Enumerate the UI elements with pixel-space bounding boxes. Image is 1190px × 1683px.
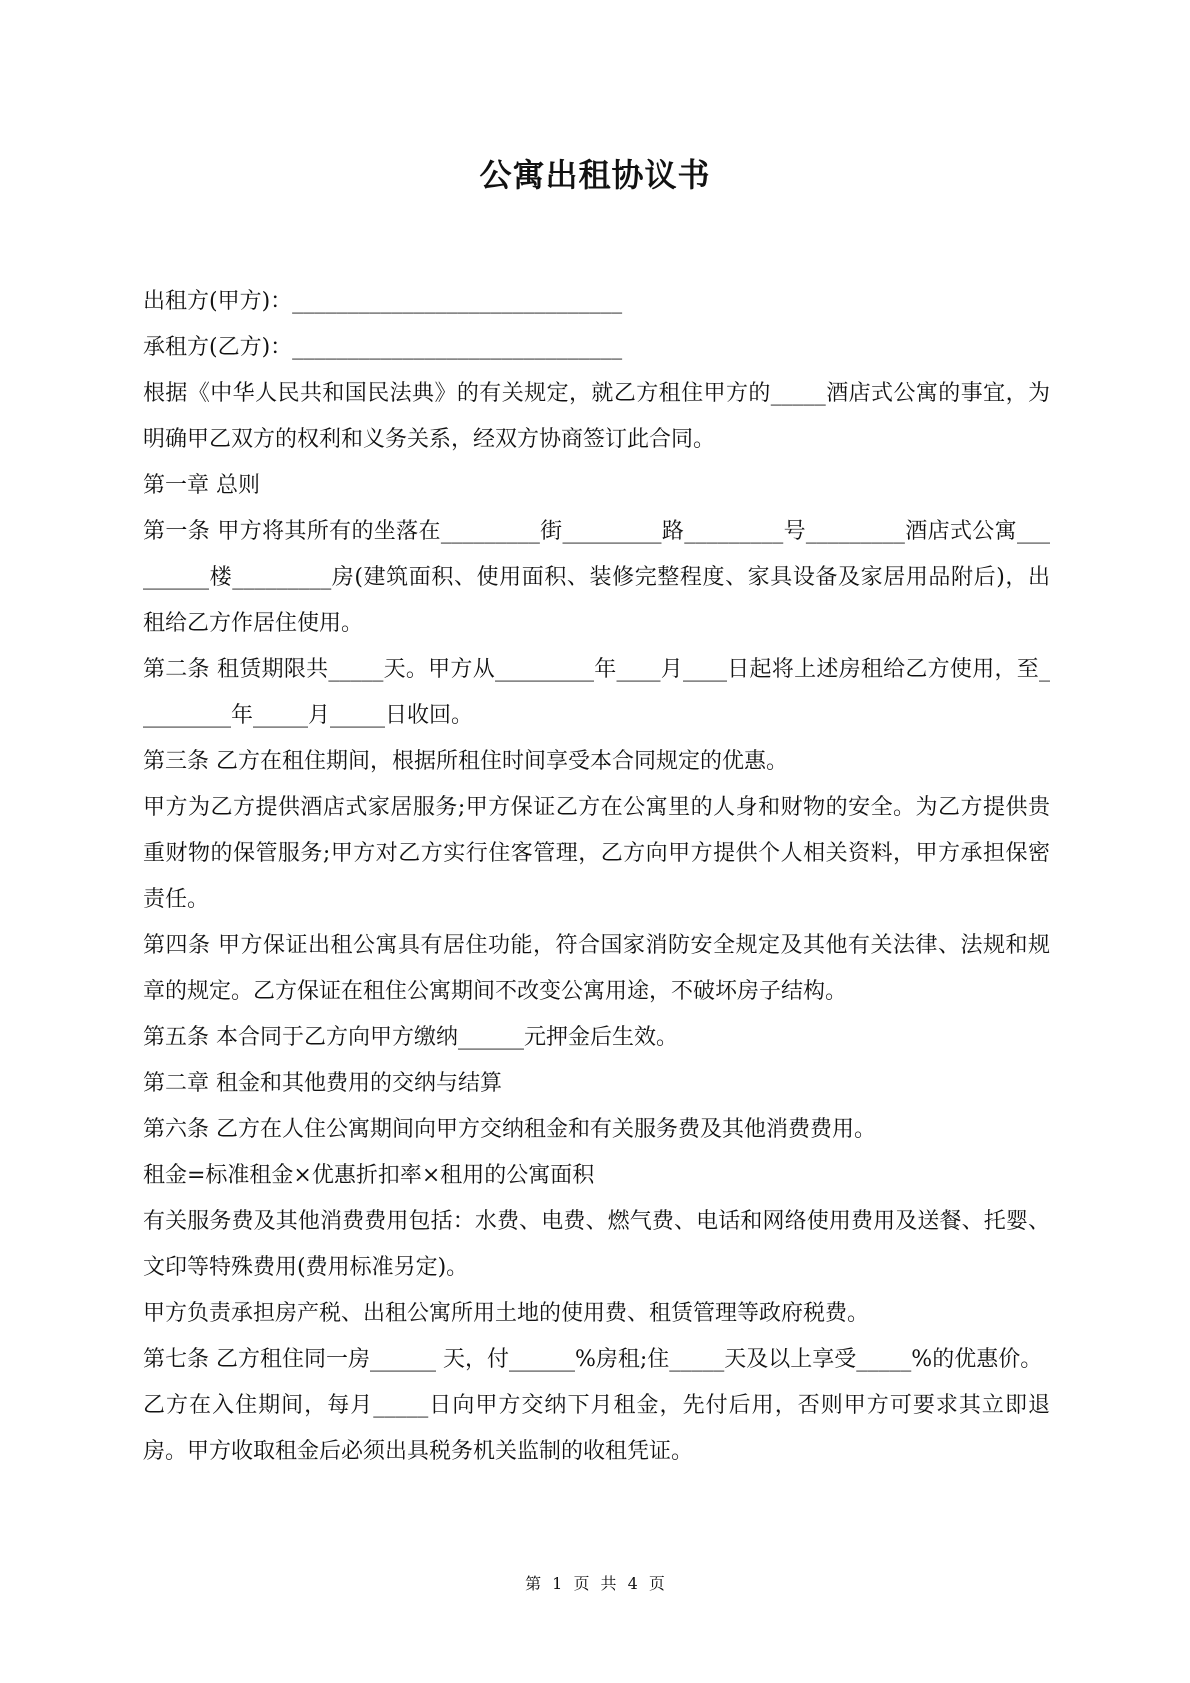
body-paragraph: 甲方负责承担房产税、出租公寓所用土地的使用费、租赁管理等政府税费。 [143, 1301, 870, 1326]
body-paragraph: 有关服务费及其他消费费用包括：水费、电费、燃气费、电话和网络使用费用及送餐、托婴、文印等特殊费用(费用标准另定)。 [143, 1209, 1050, 1280]
article-paragraph: 第三条 乙方在租住期间，根据所租住时间享受本合同规定的优惠。 [143, 749, 788, 774]
article-paragraph: 第五条 本合同于乙方向甲方缴纳______元押金后生效。 [143, 1025, 678, 1050]
chapter-heading: 第一章 总则 [143, 473, 260, 498]
article-paragraph: 第二条 租赁期限共_____天。甲方从_________年____月____日起将上述房租给乙方使用，至_________年_____月_____日收回。 [143, 657, 1050, 728]
chapter-heading: 第二章 租金和其他费用的交纳与结算 [143, 1071, 502, 1096]
article-paragraph: 第四条 甲方保证出租公寓具有居住功能，符合国家消防安全规定及其他有关法律、法规和规章的规定。乙方保证在租住公寓期间不改变公寓用途，不破坏房子结构。 [143, 933, 1050, 1004]
document-title: 公寓出租协议书 [479, 156, 711, 194]
formula-paragraph: 租金=标准租金×优惠折扣率×租用的公寓面积 [143, 1163, 595, 1188]
document-body [143, 279, 1050, 1475]
preamble-paragraph: 根据《中华人民共和国民法典》的有关规定，就乙方租住甲方的_____酒店式公寓的事宜，为明确甲乙双方的权利和义务关系，经双方协商签订此合同。 [143, 381, 1050, 452]
body-paragraph: 甲方为乙方提供酒店式家居服务;甲方保证乙方在公寓里的人身和财物的安全。为乙方提供贵重财物的保管服务;甲方对乙方实行住客管理，乙方向甲方提供个人相关资料，甲方承担保密责任。 [143, 795, 1050, 912]
page-footer: 第 1 页 共 4 页 [525, 1574, 665, 1593]
party-a-line: 出租方(甲方)：______________________________ [143, 289, 623, 314]
article-paragraph: 第六条 乙方在人住公寓期间向甲方交纳租金和有关服务费及其他消费费用。 [143, 1117, 876, 1142]
article-paragraph: 第七条 乙方租住同一房______ 天，付______%房租;住_____天及以上享受_____%的优惠价。 [143, 1347, 1043, 1372]
body-paragraph: 乙方在入住期间，每月_____日向甲方交纳下月租金，先付后用，否则甲方可要求其立即退房。甲方收取租金后必须出具税务机关监制的收租凭证。 [143, 1393, 1050, 1464]
article-paragraph: 第一条 甲方将其所有的坐落在_________街_________路_________号_________酒店式公寓_________楼_________房(建筑面积、使用面积、装修完整程度、家具设备及家居用品附后)，出租给乙方作居住使用。 [143, 519, 1050, 636]
party-b-line: 承租方(乙方)：______________________________ [143, 335, 623, 360]
